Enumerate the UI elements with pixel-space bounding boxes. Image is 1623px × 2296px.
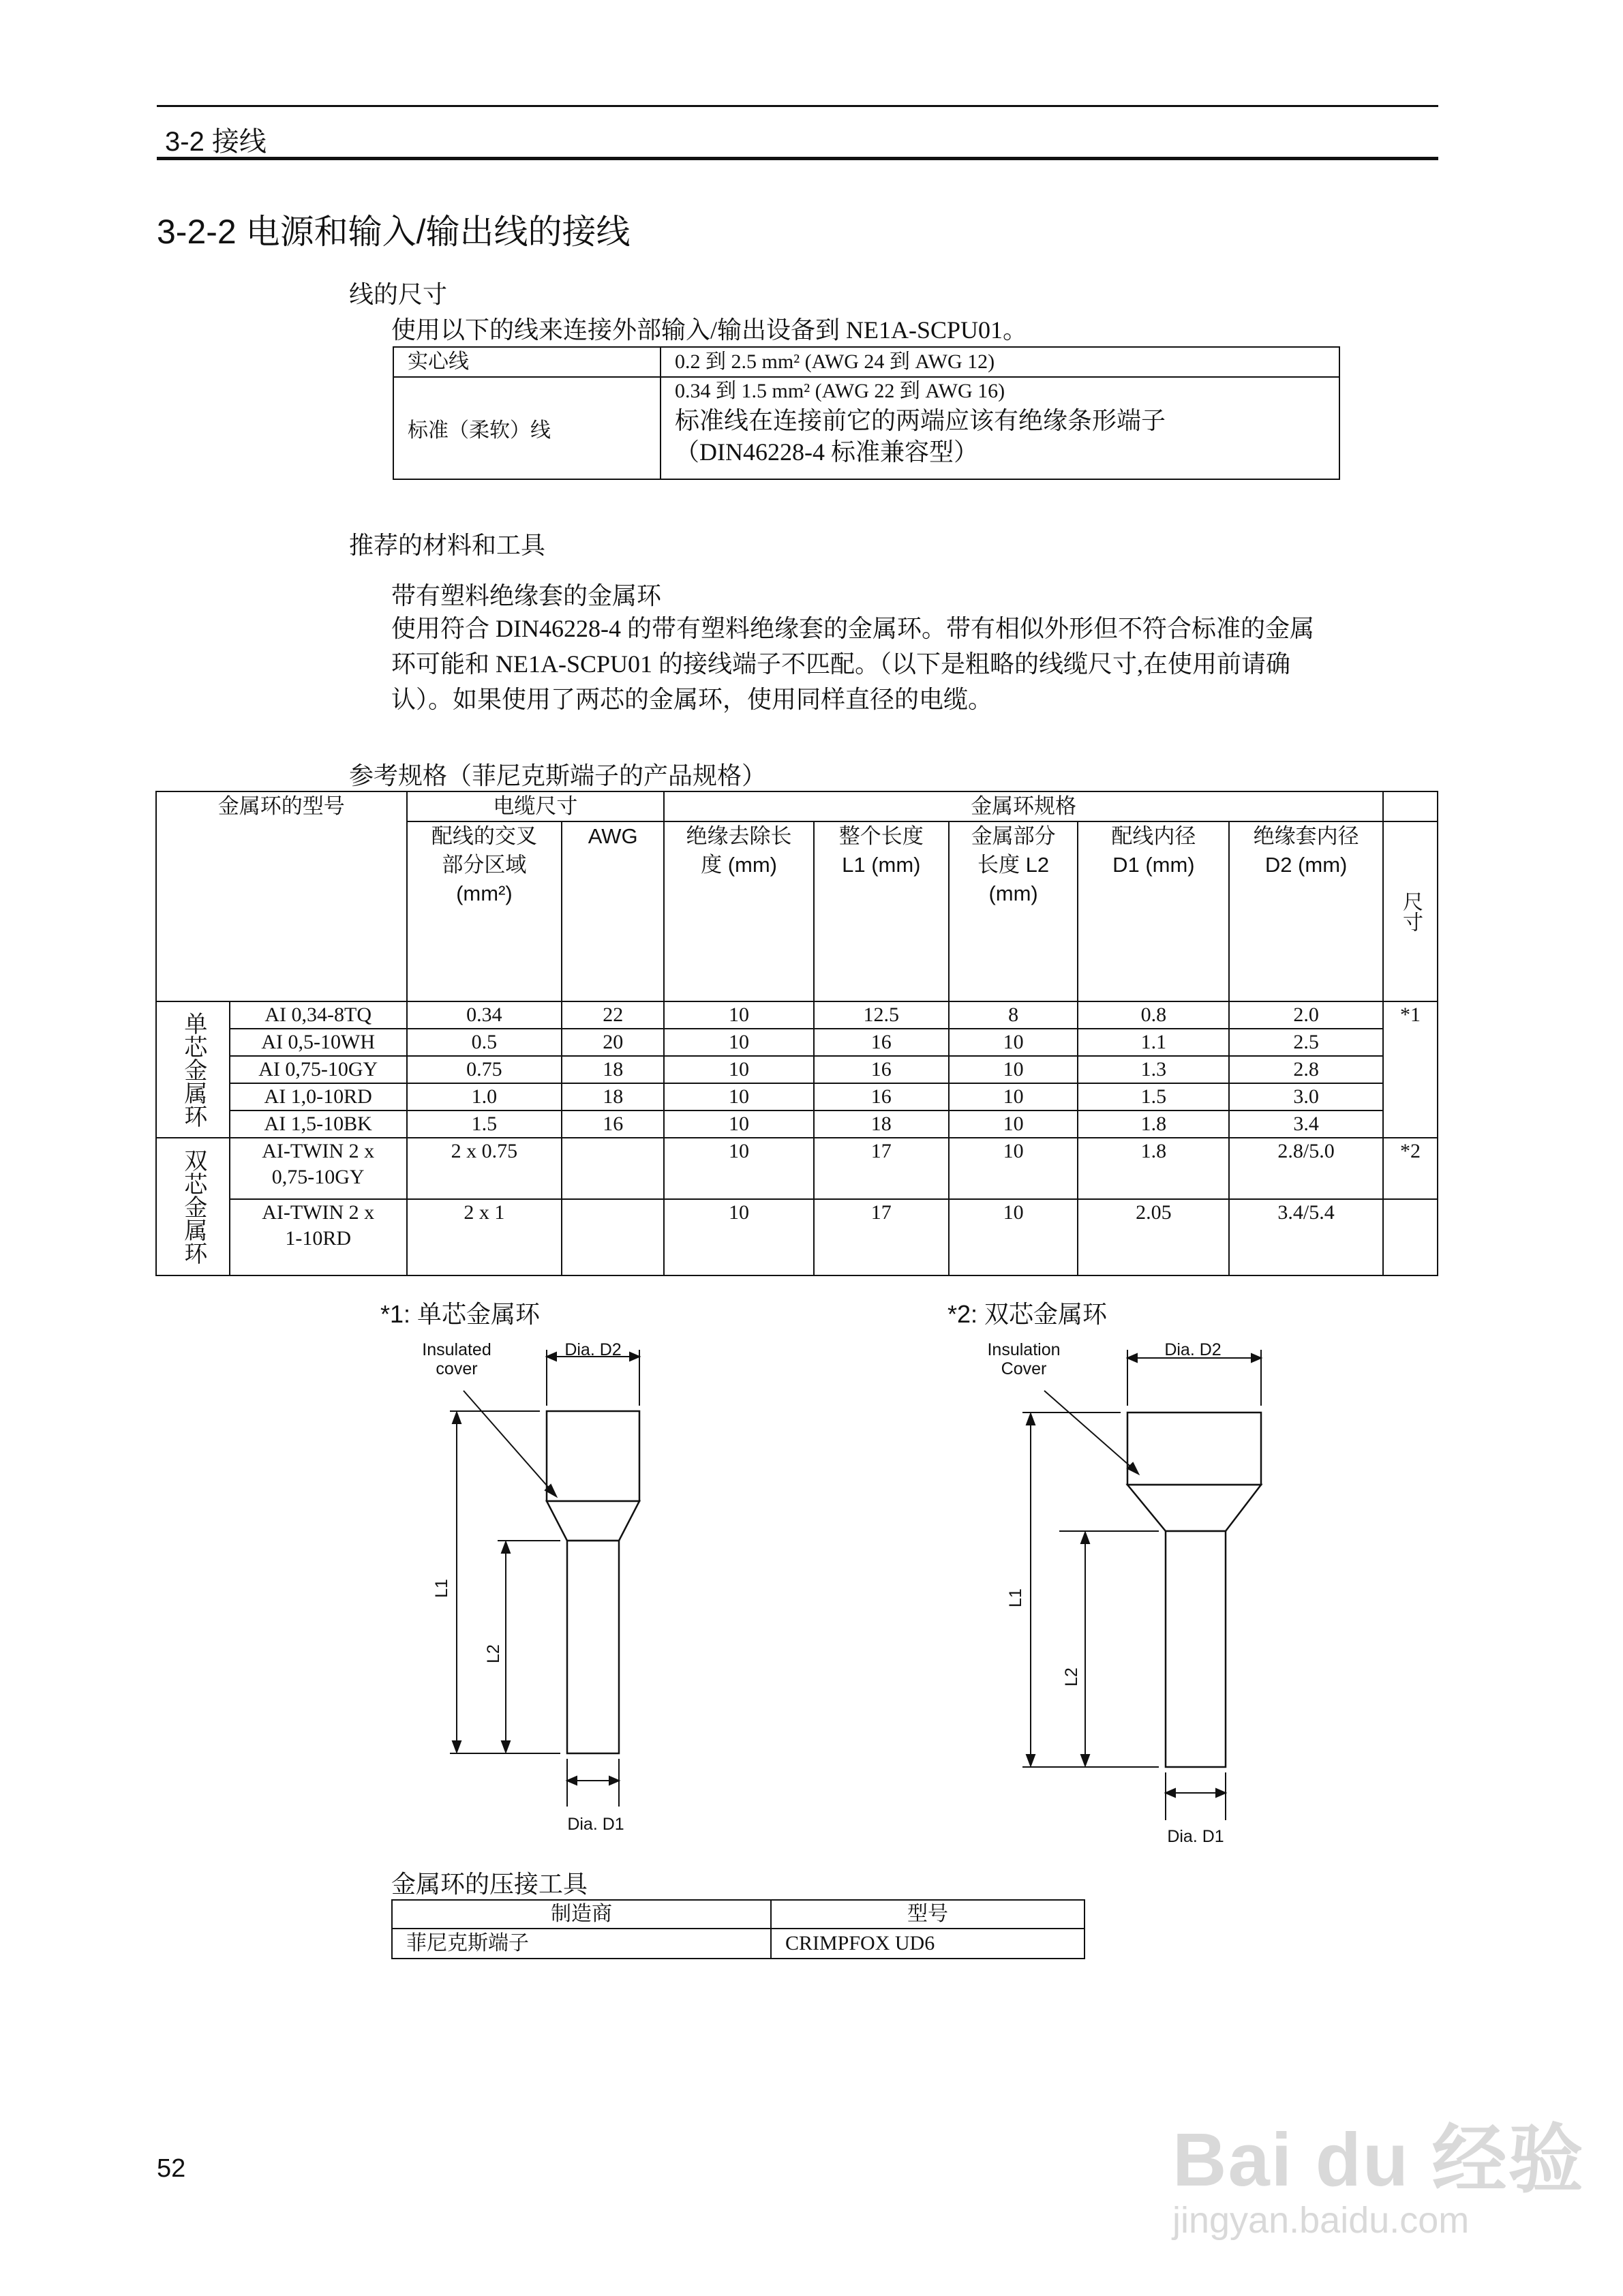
cell-strip: 10 xyxy=(664,1199,814,1275)
twin-d1-label: Dia. D1 xyxy=(1167,1827,1224,1846)
cell-l1: 16 xyxy=(814,1083,949,1111)
single-ferrule-diagram xyxy=(382,1329,695,1861)
cell-d1: 1.5 xyxy=(1078,1083,1229,1111)
header-line: (mm²) xyxy=(456,881,513,905)
label-line: Cover xyxy=(1001,1359,1047,1378)
col-model: 金属环的型号 xyxy=(156,791,407,1001)
single-l2-label: L2 xyxy=(484,1644,503,1663)
cell-d1: 1.8 xyxy=(1078,1111,1229,1138)
header-line: L1 (mm) xyxy=(842,853,921,877)
model-line: AI-TWIN 2 x xyxy=(262,1201,375,1224)
wire-size-table xyxy=(393,346,1340,480)
cell-strip: 10 xyxy=(664,1056,814,1083)
group-single xyxy=(156,1001,230,1138)
cell-d2: 2.0 xyxy=(1229,1001,1383,1029)
cell-l1: 17 xyxy=(814,1199,949,1275)
table-row xyxy=(393,377,1339,479)
cell-model: AI 0,75-10GY xyxy=(230,1056,407,1083)
cell-area: 1.0 xyxy=(407,1083,562,1111)
col-strip xyxy=(664,821,814,1001)
table-header-row xyxy=(156,791,1438,821)
model-line: AI-TWIN 2 x xyxy=(262,1140,375,1162)
twin-l1-label: L1 xyxy=(1006,1588,1025,1607)
table-row xyxy=(392,1929,1084,1959)
header-line: 整个长度 xyxy=(838,824,924,848)
cell-model xyxy=(230,1138,407,1199)
header-line: D2 (mm) xyxy=(1264,853,1348,877)
col-size xyxy=(1383,821,1438,1001)
header-line: 度 (mm) xyxy=(701,853,777,877)
cell-awg: 22 xyxy=(562,1001,664,1029)
cell-l1: 16 xyxy=(814,1029,949,1056)
cell-d1: 1.8 xyxy=(1078,1138,1229,1199)
ferrule-shape xyxy=(1127,1413,1261,1767)
cell-l1: 17 xyxy=(814,1138,949,1199)
page-number: 52 xyxy=(157,2154,186,2183)
single-l1-label: L1 xyxy=(432,1579,451,1598)
single-d1-label: Dia. D1 xyxy=(567,1815,624,1834)
page-title: 3-2-2 电源和输入/输出线的接线 xyxy=(157,213,631,251)
single-diagram-caption: *1: 单芯金属环 xyxy=(380,1300,541,1328)
wire-type-stranded: 标准（柔软）线 xyxy=(393,377,661,479)
model-line: 0,75-10GY xyxy=(271,1166,365,1188)
table-row xyxy=(393,347,1339,377)
cell-l1: 12.5 xyxy=(814,1001,949,1029)
cell-model: AI 0,5-10WH xyxy=(230,1029,407,1056)
col-l1 xyxy=(814,821,949,1001)
table-header-row xyxy=(392,1900,1084,1929)
cell-model: AI 0,34-8TQ xyxy=(230,1001,407,1029)
table-row xyxy=(156,1029,1438,1056)
col-l2 xyxy=(949,821,1078,1001)
cell-d2: 2.5 xyxy=(1229,1029,1383,1056)
wire-size-intro: 使用以下的线来连接外部输入/输出设备到 NE1A-SCPU01。 xyxy=(391,316,1028,344)
cell-strip: 10 xyxy=(664,1083,814,1111)
twin-diagram-caption: *2: 双芯金属环 xyxy=(947,1300,1108,1328)
col-empty xyxy=(1383,791,1438,821)
wire-spec-line: 标准线在连接前它的两端应该有绝缘条形端子 xyxy=(675,407,1166,434)
wire-spec-stranded xyxy=(661,377,1339,479)
ferrule-spec-table xyxy=(155,791,1438,1276)
cell-model: AI 1,0-10RD xyxy=(230,1083,407,1111)
section-header: 3-2 接线 xyxy=(165,127,267,157)
col-crimp-model: 型号 xyxy=(771,1900,1084,1929)
cell-l2: 10 xyxy=(949,1199,1078,1275)
cell-d1: 0.8 xyxy=(1078,1001,1229,1029)
wire-type-solid: 实心线 xyxy=(393,347,661,377)
header-line: 配线的交叉 xyxy=(431,824,537,848)
ferrule-heading: 带有塑料绝缘套的金属环 xyxy=(391,581,662,609)
cell-d1: 1.3 xyxy=(1078,1056,1229,1083)
ferrule-shape xyxy=(547,1411,639,1753)
cell-model: AI 1,5-10BK xyxy=(230,1111,407,1138)
label-line: cover xyxy=(436,1359,478,1378)
crimp-tool-table xyxy=(391,1899,1085,1959)
cell-l2: 8 xyxy=(949,1001,1078,1029)
header-line: 长度 L2 xyxy=(977,853,1050,877)
table-row xyxy=(156,1083,1438,1111)
cell-area: 0.34 xyxy=(407,1001,562,1029)
watermark-url: jingyan.baidu.com xyxy=(1172,2200,1470,2241)
paragraph-line: 使用符合 DIN46228-4 的带有塑料绝缘套的金属环。带有相似外形但不符合标准的金属 xyxy=(391,615,1314,642)
cell-d1: 1.1 xyxy=(1078,1029,1229,1056)
cell-l2: 10 xyxy=(949,1111,1078,1138)
watermark-brand: Bai du 经验 xyxy=(1172,2118,1585,2202)
header-line: 配线内径 xyxy=(1111,824,1196,848)
cell-awg: 18 xyxy=(562,1083,664,1111)
cell-awg: 20 xyxy=(562,1029,664,1056)
wire-size-heading: 线的尺寸 xyxy=(349,280,448,308)
spec-table-caption: 参考规格（菲尼克斯端子的产品规格） xyxy=(349,761,767,789)
table-row xyxy=(156,1111,1438,1138)
group-twin xyxy=(156,1138,230,1275)
twin-d2-label: Dia. D2 xyxy=(1164,1340,1222,1359)
paragraph-line: 认）。如果使用了两芯的金属环，使用同样直径的电缆。 xyxy=(391,686,993,713)
cell-d2: 3.4/5.4 xyxy=(1229,1199,1383,1275)
cell-note: *2 xyxy=(1383,1138,1438,1199)
size-label: 尺寸 xyxy=(1399,891,1422,932)
cell-l2: 10 xyxy=(949,1056,1078,1083)
cell-l2: 10 xyxy=(949,1138,1078,1199)
cell-l2: 10 xyxy=(949,1029,1078,1056)
materials-heading: 推荐的材料和工具 xyxy=(349,531,546,559)
cell-area: 2 x 0.75 xyxy=(407,1138,562,1199)
cell-strip: 10 xyxy=(664,1138,814,1199)
cell-note-single: *1 xyxy=(1383,1001,1438,1138)
header-line: (mm) xyxy=(988,881,1038,905)
cell-crimp-model: CRIMPFOX UD6 xyxy=(771,1929,1084,1959)
cell-area: 2 x 1 xyxy=(407,1199,562,1275)
group-single-label: 单芯金属环 xyxy=(180,1012,206,1128)
cell-strip: 10 xyxy=(664,1029,814,1056)
cell-l2: 10 xyxy=(949,1083,1078,1111)
col-cross-section xyxy=(407,821,562,1001)
single-d2-label: Dia. D2 xyxy=(564,1340,622,1359)
col-ferrule: 金属环规格 xyxy=(664,791,1383,821)
cell-awg: 16 xyxy=(562,1111,664,1138)
cell-awg: 18 xyxy=(562,1056,664,1083)
label-line: Insulation xyxy=(987,1340,1061,1359)
cell-note xyxy=(1383,1199,1438,1275)
ferrule-paragraph xyxy=(391,611,1441,717)
table-row xyxy=(156,1138,1438,1199)
single-cover-label xyxy=(409,1340,504,1378)
table-row xyxy=(156,1056,1438,1083)
cell-area: 1.5 xyxy=(407,1111,562,1138)
crimp-heading: 金属环的压接工具 xyxy=(391,1870,588,1898)
paragraph-line: 环可能和 NE1A-SCPU01 的接线端子不匹配。（以下是粗略的线缆尺寸,在使用前请确 xyxy=(391,650,1291,678)
cell-d2: 3.0 xyxy=(1229,1083,1383,1111)
cell-area: 0.75 xyxy=(407,1056,562,1083)
cell-d2: 3.4 xyxy=(1229,1111,1383,1138)
header-bottom-rule xyxy=(157,157,1438,160)
table-row xyxy=(156,1199,1438,1275)
col-maker: 制造商 xyxy=(392,1900,771,1929)
header-line: 绝缘去除长 xyxy=(686,824,792,848)
wire-spec-solid: 0.2 到 2.5 mm² (AWG 24 到 AWG 12) xyxy=(661,347,1339,377)
group-twin-label: 双芯金属环 xyxy=(180,1149,206,1265)
header-line: 绝缘套内径 xyxy=(1253,824,1359,848)
header-top-rule xyxy=(157,105,1438,107)
model-line: 1-10RD xyxy=(285,1227,352,1250)
header-line: 部分区域 xyxy=(442,853,527,877)
label-line: Insulated xyxy=(422,1340,491,1359)
cell-awg xyxy=(562,1138,664,1199)
cell-d2: 2.8/5.0 xyxy=(1229,1138,1383,1199)
cell-maker: 菲尼克斯端子 xyxy=(392,1929,771,1959)
cell-model xyxy=(230,1199,407,1275)
header-line: D1 (mm) xyxy=(1112,853,1195,877)
col-d1 xyxy=(1078,821,1229,1001)
twin-cover-label xyxy=(976,1340,1072,1378)
col-cable: 电缆尺寸 xyxy=(407,791,665,821)
wire-spec-line: （DIN46228-4 标准兼容型） xyxy=(675,438,978,466)
wire-spec-line: 0.34 到 1.5 mm² (AWG 22 到 AWG 16) xyxy=(675,380,1005,402)
cell-strip: 10 xyxy=(664,1001,814,1029)
col-awg: AWG xyxy=(562,821,664,1001)
table-row xyxy=(156,1001,1438,1029)
cell-d2: 2.8 xyxy=(1229,1056,1383,1083)
cell-awg xyxy=(562,1199,664,1275)
col-d2 xyxy=(1229,821,1383,1001)
header-line: 金属部分 xyxy=(971,824,1056,848)
cell-strip: 10 xyxy=(664,1111,814,1138)
twin-l2-label: L2 xyxy=(1062,1667,1081,1687)
cell-d1: 2.05 xyxy=(1078,1199,1229,1275)
cell-area: 0.5 xyxy=(407,1029,562,1056)
cell-l1: 16 xyxy=(814,1056,949,1083)
cell-l1: 18 xyxy=(814,1111,949,1138)
